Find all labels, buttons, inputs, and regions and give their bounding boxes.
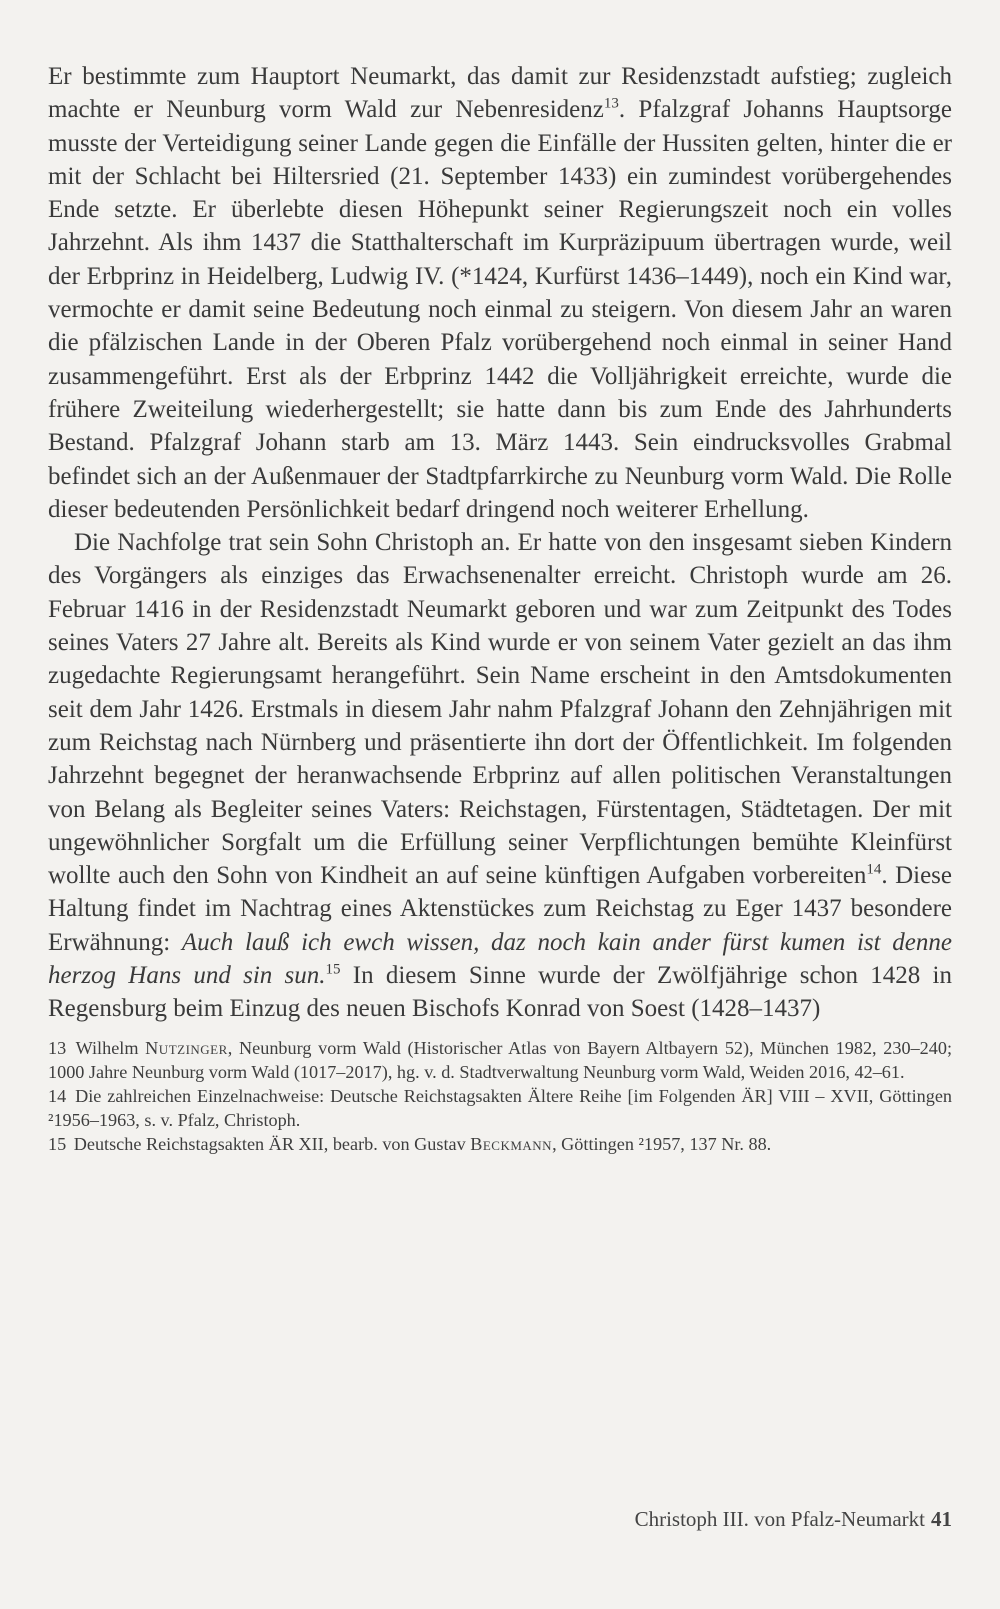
text-run: Er bestimmte zum Hauptort Neumarkt, das damit zur Residenzstadt aufstieg; zugleich machte er Neunburg vorm Wald zur Nebenresidenz — [48, 63, 952, 124]
text-run: . Diese Haltung findet im Nachtrag eines Aktenstückes zum Reichstag zu Eger 1437 besondere Erwähnung: — [48, 862, 953, 956]
running-title: Christoph III. von Pfalz-Neumarkt — [634, 1507, 925, 1531]
paragraph-1 — [48, 60, 952, 526]
quotation: Auch lauß ich ewch wissen, daz noch kain ander fürst kumen ist denne herzog Hans und sin sun. — [48, 928, 952, 990]
text-run: . Pfalzgraf Johanns Hauptsorge musste der Verteidigung seiner Lande gegen die Einfälle der Hussiten gelten, hinter die er mit der Schlacht bei Hiltersried (21. September 1433) ein zumindest vorübergehendes Ende setzte. Er überlebte diesen Höhepunkt seiner Regierungszeit noch ein volles Jahrzehnt. Als ihm 1437 die Statthalterschaft im Kurpräzipuum übertragen wurde, weil der Erbprinz in Heidelberg, Ludwig IV. (*1424, Kurfürst 1436–1449), noch ein Kind war, vermochte er damit seine Bedeutung noch einmal zu steigern. Von diesem Jahr an waren die pfälzischen Lande in der Oberen Pfalz vorübergehend noch einmal in seiner Hand zusammengeführt. Erst als der Erbprinz 1442 die Volljährigkeit erreichte, wurde die frühere Zweiteilung wiederhergestellt; sie hatte dann bis zum Ende des Jahrhunderts Bestand. Pfalzgraf Johann starb am 13. März 1443. Sein eindrucksvolles Grabmal befindet sich an der Außenmauer der Stadtpfarrkirche zu Neunburg vorm Wald. Die Rolle dieser bedeutenden Persönlichkeit bedarf dringend noch weiterer Erhellung. — [48, 96, 952, 523]
footnote-number: 13 — [48, 1037, 67, 1058]
text-run: In diesem Sinne wurde der Zwölfjährige schon 1428 in Regensburg beim Einzug des neuen Bischofs Konrad von Soest (1428–1437) — [48, 962, 952, 1023]
text-run: Deutsche Reichstagsakten ÄR XII, bearb. von Gustav — [73, 1134, 471, 1155]
footnote-number: 15 — [48, 1134, 67, 1155]
footnote-number: 14 — [48, 1086, 67, 1107]
footnote-15 — [48, 1132, 952, 1156]
footnote-ref-15[interactable]: 15 — [325, 961, 341, 978]
text-run: , Neunburg vorm Wald (Historischer Atlas von Bayern Altbayern 52), München 1982, 230–240; 1000 Jahre Neunburg vorm Wald (1017–2017), hg. v. d. Stadtverwaltung Neunburg vorm Wald, Weiden 2016, 42–61. — [48, 1037, 952, 1082]
footnote-14 — [48, 1084, 952, 1132]
author-name: Nutzinger — [145, 1037, 228, 1058]
footnote-ref-13[interactable]: 13 — [603, 95, 619, 112]
footnotes — [48, 1036, 952, 1157]
page-number: 41 — [931, 1507, 952, 1531]
page — [48, 60, 952, 1157]
text-run: Die zahlreichen Einzelnachweise: Deutsche Reichstagsakten Ältere Reihe [im Folgenden ÄR] VIII – XVII, Göttingen ²1956–1963, s. v. Pfalz, Christoph. — [48, 1086, 952, 1131]
text-run: Wilhelm — [75, 1037, 146, 1058]
paragraph-2 — [48, 526, 952, 1025]
main-text — [48, 60, 952, 1026]
footnote-13 — [48, 1036, 952, 1084]
text-run: Die Nachfolge trat sein Sohn Christoph an. Er hatte von den insgesamt sieben Kindern des Vorgängers als einziges das Erwachsenenalter erreicht. Christoph wurde am 26. Februar 1416 in der Residenzstadt Neumarkt geboren und war zum Zeitpunkt des Todes seines Vaters 27 Jahre alt. Bereits als Kind wurde er von seinem Vater gezielt an das ihm zugedachte Regierungsamt herangeführt. Sein Name erscheint in den Amtsdokumenten seit dem Jahr 1426. Erstmals in diesem Jahr nahm Pfalzgraf Johann den Zehnjährigen mit zum Reichstag nach Nürnberg und präsentierte ihn dort der Öffentlichkeit. Im folgenden Jahrzehnt begegnet der heranwachsende Erbprinz auf allen politischen Veranstaltungen von Belang als Begleiter seines Vaters: Reichstagen, Fürstentagen, Städtetagen. Der mit ungewöhnlicher Sorgfalt um die Erfüllung seiner Verpflichtungen bemühte Kleinfürst wollte auch den Sohn von Kindheit an auf seine künftigen Aufgaben vorbereiten — [48, 529, 952, 890]
text-run: , Göttingen ²1957, 137 Nr. 88. — [552, 1134, 772, 1155]
footnote-ref-14[interactable]: 14 — [866, 861, 882, 878]
author-name: Beckmann — [470, 1134, 553, 1155]
running-footer — [635, 1507, 952, 1532]
